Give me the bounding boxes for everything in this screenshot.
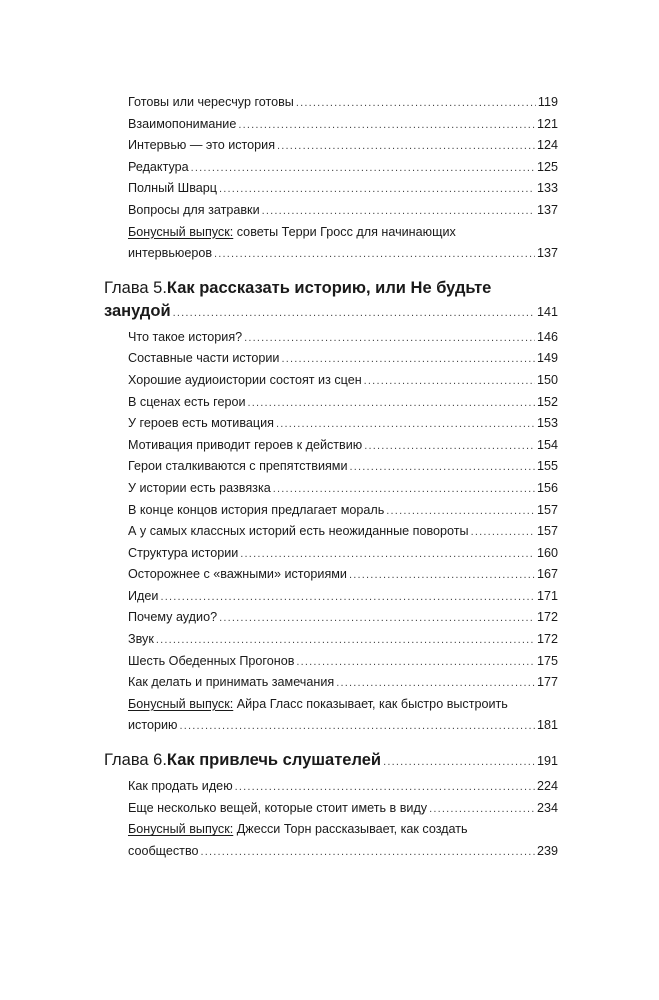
dot-leader — [160, 587, 535, 609]
page-number: 157 — [536, 502, 558, 517]
toc-entry[interactable] — [0, 500, 659, 522]
dot-leader — [173, 302, 535, 325]
toc-row — [0, 694, 558, 716]
toc-entry[interactable] — [0, 651, 659, 673]
page-number: 156 — [536, 480, 558, 495]
toc-entry[interactable] — [0, 521, 659, 543]
toc-row — [0, 114, 558, 136]
page-number: 153 — [536, 416, 558, 431]
toc-entry[interactable] — [0, 607, 659, 629]
dot-leader — [219, 608, 535, 630]
page-number: 150 — [536, 372, 558, 387]
chapter-title: Как рассказать историю, или Не будьте — [166, 278, 492, 297]
entry-title-continued: сообщество — [128, 843, 199, 858]
entry-title: Готовы или чересчур готовы — [128, 95, 294, 109]
dot-leader — [296, 652, 535, 674]
toc-entry[interactable] — [0, 435, 659, 457]
entry-title: Как делать и принимать замечания — [128, 675, 335, 690]
toc-entry[interactable] — [0, 586, 659, 608]
entry-title: Почему аудио? — [128, 610, 218, 625]
page-number: 137 — [536, 202, 558, 217]
toc-row — [0, 392, 558, 414]
dot-leader — [383, 751, 535, 774]
entry-title: Шесть Обеденных Прогонов — [128, 653, 295, 668]
toc-entry[interactable] — [0, 92, 659, 114]
dot-leader — [471, 522, 535, 544]
entry-title: Осторожнее с «важными» историями — [128, 567, 347, 582]
toc-entry[interactable] — [0, 200, 659, 222]
dot-leader — [281, 349, 535, 371]
dot-leader — [235, 777, 535, 799]
page-number: 119 — [537, 95, 558, 109]
page-number: 181 — [536, 718, 558, 733]
entry-title: В сценах есть герои — [128, 394, 246, 409]
toc-row — [0, 607, 558, 629]
page-number: 141 — [536, 304, 558, 319]
toc-entry[interactable] — [0, 456, 659, 478]
entry-title: Мотивация приводит героев к действию — [128, 437, 363, 452]
entry-title: А у самых классных историй есть неожиданные повороты — [128, 524, 469, 539]
entry-title: Звук — [128, 632, 154, 647]
page-number: 191 — [536, 754, 558, 769]
toc-row — [0, 370, 558, 392]
chapter-label: Глава 6. — [104, 751, 167, 770]
toc-row — [0, 243, 558, 265]
dot-leader — [349, 565, 535, 587]
chapter-title: Как привлечь слушателей — [166, 751, 382, 770]
page-number: 155 — [536, 459, 558, 474]
toc-row — [0, 564, 558, 586]
entry-title: Как продать идею — [128, 779, 233, 794]
page-number: 167 — [536, 567, 558, 582]
toc-row — [0, 500, 558, 522]
toc-entry[interactable] — [0, 178, 659, 200]
toc-row — [0, 277, 558, 300]
dot-leader — [238, 115, 535, 137]
toc-entry[interactable] — [0, 392, 659, 414]
dot-leader — [364, 371, 535, 393]
dot-leader — [248, 393, 535, 415]
page-number: 133 — [536, 181, 558, 196]
bonus-label: Бонусный выпуск: — [128, 822, 234, 837]
toc-row — [0, 819, 558, 841]
toc-entry[interactable] — [0, 157, 659, 179]
toc-row — [0, 776, 558, 798]
entry-title: Вопросы для затравки — [128, 202, 260, 217]
dot-leader — [336, 673, 535, 695]
toc-entry[interactable] — [0, 327, 659, 349]
chapter-label: Глава 5. — [104, 278, 167, 297]
toc-row — [0, 456, 558, 478]
page-number: 171 — [536, 588, 558, 603]
toc-entry[interactable] — [0, 370, 659, 392]
bonus-label: Бонусный выпуск: — [128, 224, 234, 239]
toc-row — [0, 629, 558, 651]
toc-chapter[interactable] — [0, 277, 659, 323]
toc-entry[interactable] — [0, 798, 659, 820]
entry-title: Полный Шварц — [128, 181, 217, 196]
toc-bonus-entry[interactable] — [0, 694, 659, 737]
dot-leader — [276, 414, 535, 436]
page-number: 239 — [536, 843, 558, 858]
page-number: 177 — [536, 675, 558, 690]
dot-leader — [350, 457, 535, 479]
dot-leader — [277, 136, 535, 158]
chapter-title-continued: занудой — [104, 301, 171, 320]
dot-leader — [273, 479, 535, 501]
toc-bonus-entry[interactable] — [0, 819, 659, 862]
dot-leader — [429, 799, 535, 821]
dot-leader — [386, 501, 535, 523]
page-number: 125 — [536, 159, 558, 174]
entry-title: Еще несколько вещей, которые стоит иметь в виду — [128, 800, 428, 815]
entry-title-continued: историю — [128, 718, 178, 733]
dot-leader — [240, 544, 535, 566]
page-number: 154 — [536, 437, 558, 452]
dot-leader — [179, 716, 535, 738]
entry-title: Составные части истории — [128, 351, 280, 366]
page-number: 172 — [536, 610, 558, 625]
toc-row — [0, 749, 558, 772]
page-number: 146 — [536, 329, 558, 344]
entry-title: Айра Гласс показывает, как быстро выстроить — [233, 696, 508, 711]
toc-row — [0, 651, 558, 673]
entry-title: Джесси Торн рассказывает, как создать — [233, 822, 468, 837]
toc-row — [0, 521, 558, 543]
toc-row — [0, 222, 558, 244]
toc-row — [0, 92, 558, 114]
toc-row — [0, 715, 558, 737]
entry-title: У истории есть развязка — [128, 480, 271, 495]
page-number: 224 — [536, 779, 558, 794]
dot-leader — [191, 158, 535, 180]
toc-entry[interactable] — [0, 629, 659, 651]
toc-entry[interactable] — [0, 348, 659, 370]
dot-leader — [214, 244, 535, 266]
page-number: 157 — [536, 524, 558, 539]
dot-leader — [296, 93, 536, 115]
toc-entry[interactable] — [0, 413, 659, 435]
dot-leader — [244, 328, 535, 350]
page-number: 234 — [536, 800, 558, 815]
toc-row — [0, 798, 558, 820]
toc-chapter[interactable] — [0, 749, 659, 772]
entry-title: Идеи — [128, 588, 159, 603]
toc-row — [0, 327, 558, 349]
toc-row — [0, 178, 558, 200]
entry-title: Взаимопонимание — [128, 116, 237, 131]
page-number: 124 — [536, 138, 558, 153]
toc-row — [0, 200, 558, 222]
dot-leader — [156, 630, 535, 652]
toc-row — [0, 478, 558, 500]
toc-row — [0, 135, 558, 157]
page-number: 137 — [536, 246, 558, 261]
toc-row — [0, 672, 558, 694]
entry-title-continued: интервьюеров — [128, 246, 213, 261]
dot-leader — [201, 842, 535, 864]
toc-row — [0, 413, 558, 435]
entry-title: В конце концов история предлагает мораль — [128, 502, 385, 517]
toc-row — [0, 841, 558, 863]
entry-title: Интервью — это история — [128, 138, 276, 153]
toc-entry[interactable] — [0, 543, 659, 565]
page-number: 172 — [536, 632, 558, 647]
toc-bonus-entry[interactable] — [0, 222, 659, 265]
dot-leader — [364, 436, 535, 458]
toc-entry[interactable] — [0, 114, 659, 136]
toc-row — [0, 157, 558, 179]
dot-leader — [219, 179, 535, 201]
toc-row — [0, 586, 558, 608]
entry-title: Что такое история? — [128, 329, 243, 344]
toc-row — [0, 348, 558, 370]
entry-title: Структура истории — [128, 545, 239, 560]
entry-title: Редактура — [128, 159, 189, 174]
toc-entry[interactable] — [0, 135, 659, 157]
page-number: 152 — [536, 394, 558, 409]
page-number: 160 — [536, 545, 558, 560]
toc-row — [0, 300, 558, 323]
page-number: 175 — [536, 653, 558, 668]
toc-entry[interactable] — [0, 564, 659, 586]
toc-entry[interactable] — [0, 776, 659, 798]
page-number: 149 — [536, 351, 558, 366]
table-of-contents — [0, 92, 659, 862]
toc-row — [0, 543, 558, 565]
bonus-label: Бонусный выпуск: — [128, 696, 234, 711]
entry-title: У героев есть мотивация — [128, 416, 274, 431]
dot-leader — [262, 201, 535, 223]
toc-entry[interactable] — [0, 672, 659, 694]
entry-title: Хорошие аудиоистории состоят из сцен — [128, 372, 362, 387]
toc-entry[interactable] — [0, 478, 659, 500]
page-number: 121 — [536, 116, 558, 131]
entry-title: Герои сталкиваются с препятствиями — [128, 459, 348, 474]
toc-row — [0, 435, 558, 457]
entry-title: советы Терри Гросс для начинающих — [233, 224, 456, 239]
